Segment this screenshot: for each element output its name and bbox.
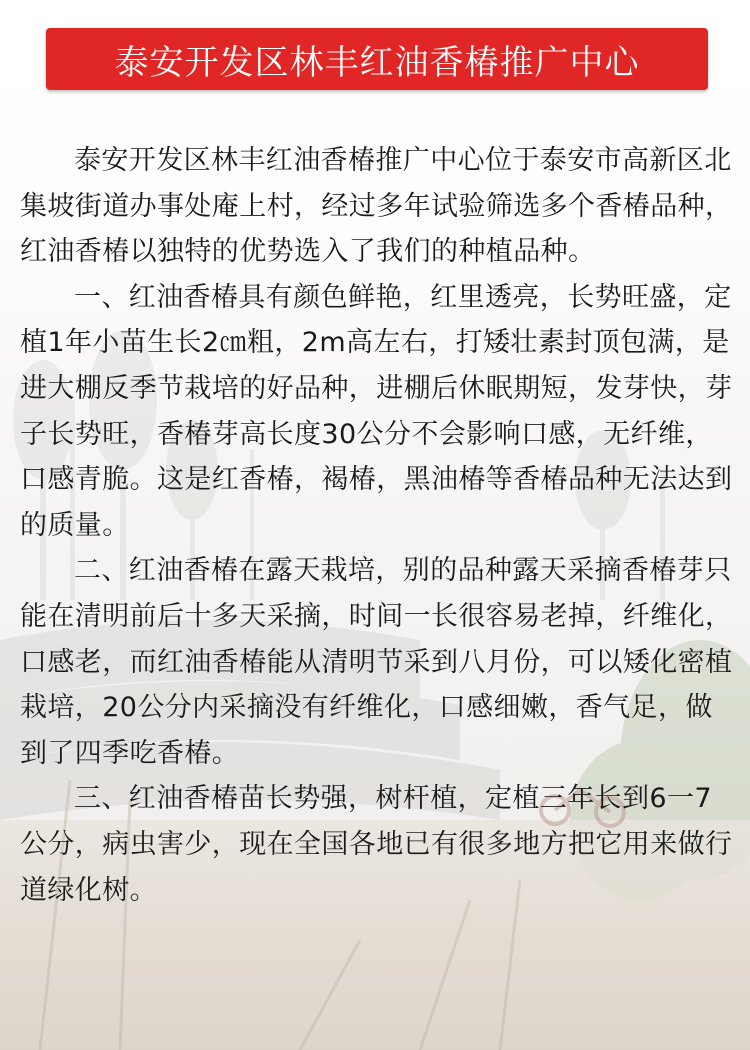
paragraph-point-3: 三、红油香椿苗长势强，树杆植，定植三年长到6一7公分，病虫害少，现在全国各地已有很多地方把它用来做行道绿化树。 <box>20 783 733 906</box>
paragraph-point-1: 一、红油香椿具有颜色鲜艳，红里透亮，长势旺盛，定植1年小苗生长2㎝粗，2m高左右，打矮壮素封顶包满，是进大棚反季节栽培的好品种，进棚后休眠期短，发芽快，芽子长势旺，香椿芽高长度30公分不会影响口感，无纤维，口感青脆。这是红香椿，褐椿，黑油椿等香椿品种无法达到的质量。 <box>20 281 733 541</box>
article-body <box>20 138 738 913</box>
paragraph-point-2: 二、红油香椿在露天栽培，别的品种露天采摘香椿芽只能在清明前后十多天采摘，时间一长很容易老掉，纤维化，口感老，而红油香椿能从清明节采到八月份，可以矮化密植栽培，20公分内采摘没有纤维化，口感细嫩，香气足，做到了四季吃香椿。 <box>20 555 733 769</box>
title-banner <box>46 28 708 90</box>
paragraph-intro: 泰安开发区林丰红油香椿推广中心位于泰安市高新区北集坡街道办事处庵上村，经过多年试验筛选多个香椿品种，红油香椿以独特的优势选入了我们的种植品种。 <box>20 145 733 268</box>
page-title: 泰安开发区林丰红油香椿推广中心 <box>114 42 640 83</box>
